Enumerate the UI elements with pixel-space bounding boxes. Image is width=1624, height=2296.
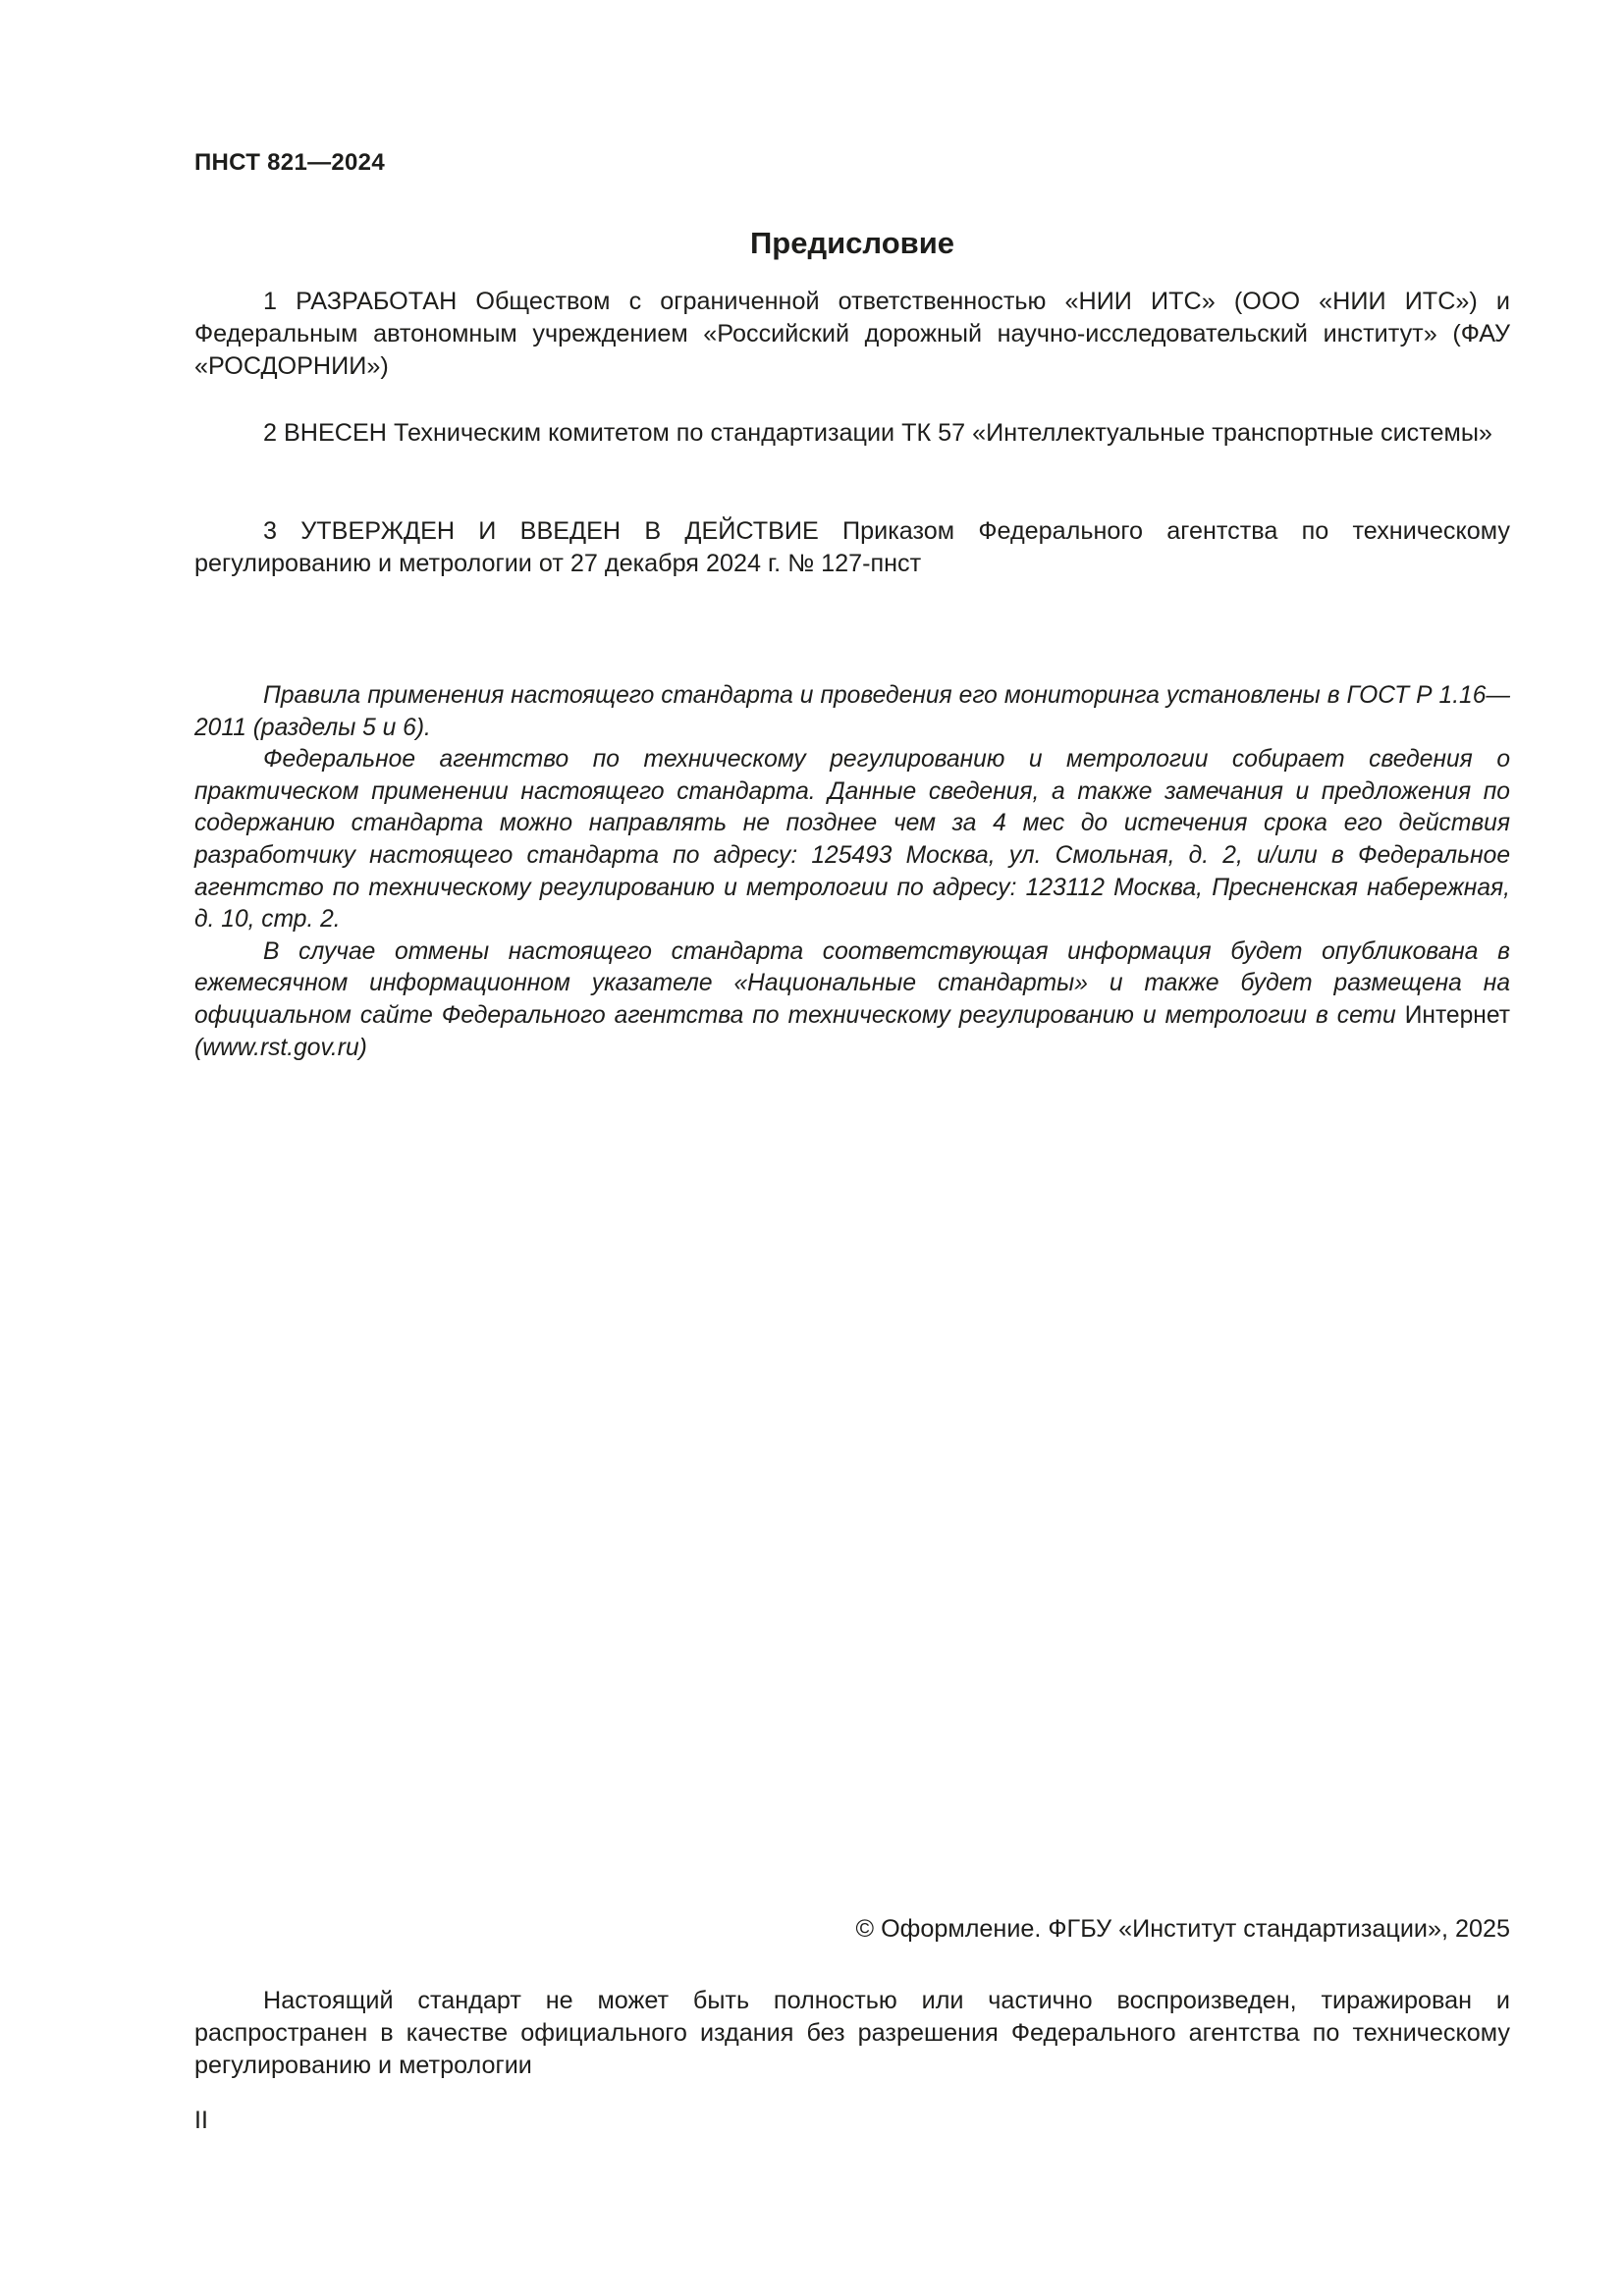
foreword-clause-1 (194, 286, 1510, 383)
reproduction-notice-text: Настоящий стандарт не может быть полностью или частично воспроизведен, тиражирован и распространен в качестве официального издания без разрешения Федерального агентства по техническому регулированию и метрологии (194, 1987, 1510, 2079)
foreword-clause-3-text: 3 УТВЕРЖДЕН И ВВЕДЕН В ДЕЙСТВИЕ Приказом Федерального агентства по техническому регулированию и метрологии от 27 декабря 2024 г. № 127-пнст (194, 517, 1510, 577)
foreword-clause-1-text: 1 РАЗРАБОТАН Обществом с ограниченной ответственностью «НИИ ИТС» (ООО «НИИ ИТС») и Федеральным автономным учреждением «Российский дорожный научно-исследовательский институт» (ФАУ «РОСДОРНИИ») (194, 288, 1510, 380)
note-cancellation (194, 936, 1510, 1064)
page-title: Предисловие (749, 226, 954, 260)
page-number: II (194, 2107, 208, 2134)
foreword-clause-3 (194, 515, 1510, 580)
note-cancellation-internet: Интернет (1404, 1001, 1510, 1029)
note-feedback: Федеральное агентство по техническому регулированию и метрологии собирает сведения о практическом применении настоящего стандарта. Данные сведения, а также замечания и предложения по содержанию стандарта можно направлять не позднее чем за 4 мес до истечения срока его действия разработчику настоящего стандарта по адресу: 125493 Москва, ул. Смольная, д. 2, и/или в Федеральное агентство по техническому регулированию и метрологии по адресу: 123112 Москва, Пресненская набережная, д. 10, стр. 2. (194, 746, 1510, 934)
note-rules: Правила применения настоящего стандарта и проведения его мониторинга установлены в ГОСТ Р 1.16—2011 (разделы 5 и 6). (194, 682, 1510, 741)
application-notes (194, 680, 1510, 1064)
document-code: ПНСТ 821—2024 (194, 149, 385, 176)
copyright-line: © Оформление. ФГБУ «Институт стандартизации», 2025 (855, 1915, 1510, 1943)
foreword-clause-2 (194, 417, 1510, 450)
foreword-clause-2-text: 2 ВНЕСЕН Техническим комитетом по стандартизации ТК 57 «Интеллектуальные транспортные системы» (263, 419, 1492, 447)
note-cancellation-text: В случае отмены настоящего стандарта соответствующая информация будет опубликована в ежемесячном информационном указателе «Национальные стандарты» и также будет размещена на официальном сайте Федерального агентства по техническому регулированию и метрологии в сети (194, 937, 1510, 1029)
note-cancellation-url: (www.rst.gov.ru) (194, 1034, 367, 1061)
reproduction-notice (194, 1985, 1510, 2082)
